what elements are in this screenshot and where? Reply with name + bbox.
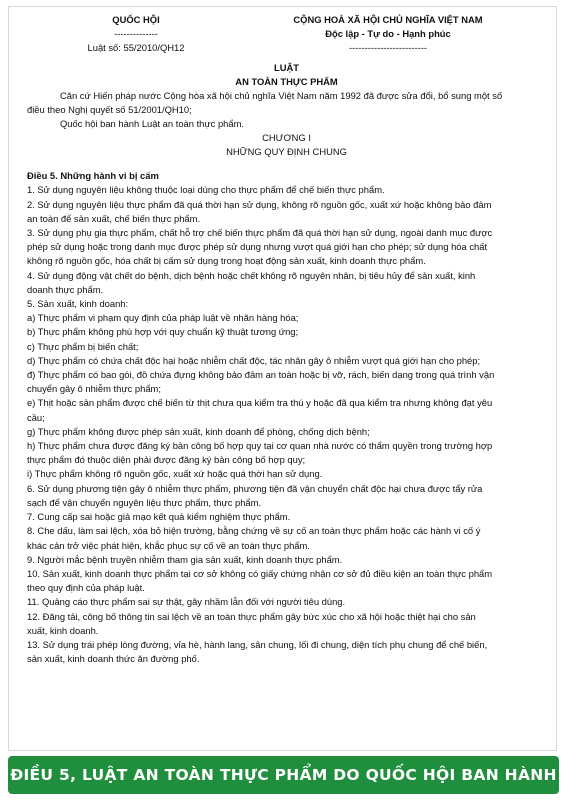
article-line: 10. Sản xuất, kinh doanh thực phẩm tại cơ sở không có giấy chứng nhận cơ sở đủ điều kiện an toàn thực phẩm [27,567,493,579]
article-line: khác cản trở việc phát hiện, khắc phục sự cố về an toàn thực phẩm. [27,539,310,551]
article-line: 7. Cung cấp sai hoặc giả mạo kết quả kiểm nghiệm thực phẩm. [27,511,291,523]
article-line: 13. Sử dụng trái phép lòng đường, vỉa hè, hành lang, sân chung, lối đi chung, diện tích phụ chung để chế biến, [27,638,488,650]
article-line: 11. Quảng cáo thực phẩm sai sự thật, gây nhầm lẫn đối với người tiêu dùng. [27,596,346,608]
article-line: 8. Che dấu, làm sai lệch, xóa bỏ hiện trường, bằng chứng về sự cố an toàn thực phẩm hoặc các hành vi cố ý [27,525,481,537]
preamble-line: Căn cứ Hiến pháp nước Cộng hòa xã hội chủ nghĩa Việt Nam năm 1992 đã được sửa đổi, bổ sung một số [60,89,503,101]
motto-rule: ------------------------- [348,42,428,54]
article-line: an toàn để sản xuất, chế biến thực phẩm. [27,212,201,224]
document-header [27,13,546,56]
article-line: cầu; [27,411,45,423]
chapter-number: CHƯƠNG I [262,132,311,144]
caption-banner [8,756,559,794]
article-line: b) Thực phẩm không phù hợp với quy chuẩn kỹ thuật tương ứng; [27,326,299,338]
article-line: không rõ nguồn gốc, hóa chất bị cấm sử dụng trong hoạt động sản xuất, kinh doanh thực phẩm. [27,255,426,267]
article-line: đ) Thực phẩm có bao gói, đồ chứa đựng không bảo đảm an toàn hoặc bị vỡ, rách, biến dạng trong quá trình vận [27,369,495,381]
article-line: chuyển gây ô nhiễm thực phẩm; [27,383,161,395]
issuer-name: QUỐC HỘI [112,14,160,25]
national-motto: Độc lập - Tự do - Hạnh phúc [325,28,451,40]
country-name: CỘNG HOÀ XÃ HỘI CHỦ NGHĨA VIỆT NAM [293,14,483,25]
article-line: doanh thực phẩm. [27,283,104,295]
national-block [238,13,538,56]
law-title [27,61,546,89]
article-line: 9. Người mắc bệnh truyền nhiễm tham gia sản xuất, kinh doanh thực phẩm. [27,553,343,565]
article-line: phép sử dụng hoặc trong danh mục được phép sử dụng nhưng vượt quá giới hạn cho phép; sử dụng hóa chất [27,241,488,253]
article-line: d) Thực phẩm có chứa chất độc hại hoặc nhiễm chất độc, tác nhân gây ô nhiễm vượt quá giới hạn cho phép; [27,354,481,366]
article-line: i) Thực phẩm không rõ nguồn gốc, xuất xứ hoặc quá thời hạn sử dụng. [27,468,323,480]
chapter-title: NHỮNG QUY ĐỊNH CHUNG [226,146,347,158]
law-document [9,7,556,666]
article-line: g) Thực phẩm không được phép sản xuất, kinh doanh để phòng, chống dịch bệnh; [27,425,370,437]
article-line: 5. Sản xuất, kinh doanh: [27,298,129,310]
preamble-line: điều theo Nghị quyết số 51/2001/QH10; [27,103,192,115]
caption-text: ĐIỀU 5, LUẬT AN TOÀN THỰC PHẨM DO QUỐC HỘI BAN HÀNH [10,766,557,784]
issuer-block [41,13,231,56]
article-line: a) Thực phẩm vi phạm quy định của pháp luật về nhãn hàng hóa; [27,312,299,324]
article-line: e) Thịt hoặc sản phẩm được chế biến từ thịt chưa qua kiểm tra thú y hoặc đã qua kiểm tra nhưng không đạt yêu [27,397,493,409]
article-line: sạch để vận chuyển nguyên liệu thực phẩm, thực phẩm. [27,496,262,508]
preamble [27,89,546,132]
article-line: 12. Đăng tải, công bố thông tin sai lệch về an toàn thực phẩm gây bức xúc cho xã hội hoặc thiệt hại cho sản [27,610,476,622]
article-line: xuất, kinh doanh. [27,624,99,636]
article-line: h) Thực phẩm chưa được đăng ký bản công bố hợp quy tại cơ quan nhà nước có thẩm quyền trong trường hợp [27,440,493,452]
article-line: 3. Sử dụng phụ gia thực phẩm, chất hỗ trợ chế biến thực phẩm đã quá thời hạn sử dụng, ngoài danh mục được [27,227,493,239]
article-line: c) Thực phẩm bị biến chất; [27,340,139,352]
issuer-rule: -------------- [114,28,158,40]
article-line: 1. Sử dụng nguyên liệu không thuộc loại dùng cho thực phẩm để chế biến thực phẩm. [27,184,385,196]
chapter-heading [27,131,546,159]
law-title-line-2: AN TOÀN THỰC PHẨM [235,75,338,87]
law-number: Luật số: 55/2010/QH12 [87,42,185,54]
preamble-line: Quốc hội ban hành Luật an toàn thực phẩm. [60,118,245,130]
article-line: 6. Sử dụng phương tiện gây ô nhiễm thực phẩm, phương tiện đã vận chuyển chất độc hại chưa được tẩy rửa [27,482,483,494]
article-line: 4. Sử dụng động vật chết do bệnh, dịch bệnh hoặc chết không rõ nguyên nhân, bị tiêu hủy để sản xuất, kinh [27,269,476,281]
article-line: 2. Sử dụng nguyên liệu thực phẩm đã quá thời hạn sử dụng, không rõ nguồn gốc, xuất xứ hoặc không bảo đảm [27,198,492,210]
article-body [27,183,546,666]
article-heading: Điều 5. Những hành vi bị cấm [27,170,159,182]
article-line: sản xuất, kinh doanh thức ăn đường phố. [27,653,200,665]
law-title-line-1: LUẬT [274,61,299,73]
document-page [8,6,557,751]
article-line: thực phẩm đó thuộc diện phải được đăng ký bản công bố hợp quy; [27,454,306,466]
article-line: theo quy định của pháp luật. [27,582,145,594]
